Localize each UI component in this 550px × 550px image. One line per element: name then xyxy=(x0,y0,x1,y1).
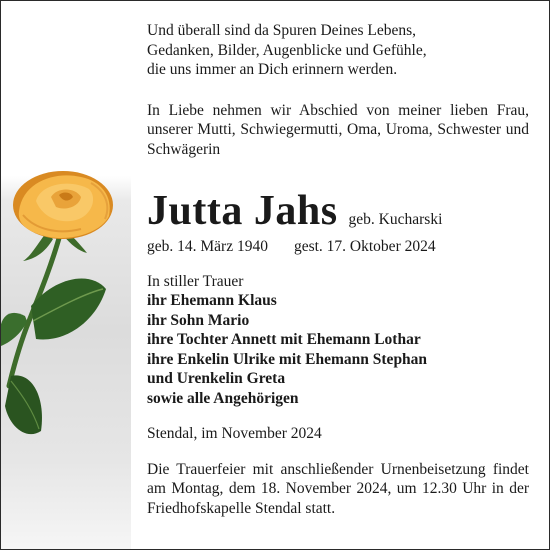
birth-date: geb. 14. März 1940 xyxy=(147,238,268,255)
mourner-line: und Urenkelin Greta xyxy=(147,370,286,387)
death-date: gest. 17. Oktober 2024 xyxy=(293,238,436,255)
mourner-line: ihre Enkelin Ulrike mit Ehemann Stephan xyxy=(147,350,428,368)
maiden-name: geb. Kucharski xyxy=(348,211,443,228)
verse-line: die uns immer an Dich erinnern werden. xyxy=(147,61,398,78)
funeral-notice: Die Trauerfeier mit anschließender Urnenbeisetzung findet am Montag, dem 18. November 2024, um 12.30 Uhr in der Friedhofskapelle Stendal statt. xyxy=(147,460,529,517)
place-and-date: Stendal, im November 2024 xyxy=(147,425,322,442)
mourners-list xyxy=(147,272,529,409)
yellow-rose-image xyxy=(1,171,131,471)
decorative-side-panel xyxy=(1,1,131,550)
deceased-name: Jutta Jahs xyxy=(147,188,338,234)
life-dates xyxy=(147,237,529,257)
farewell-intro: In Liebe nehmen wir Abschied von meiner lieben Frau, unserer Mutti, Schwiegermutti, Oma, Uroma, Schwester und Schwägerin xyxy=(147,101,529,158)
memorial-verse xyxy=(147,21,529,80)
verse-line: Gedanken, Bilder, Augenblicke und Gefühle, xyxy=(147,41,427,59)
notice-text xyxy=(147,21,529,518)
mourner-line: ihre Tochter Annett mit Ehemann Lothar xyxy=(147,331,421,348)
verse-line: Und überall sind da Spuren Deines Lebens, xyxy=(147,22,417,39)
mourner-line: ihr Ehemann Klaus xyxy=(147,292,277,309)
mourners-heading: In stiller Trauer xyxy=(147,272,244,290)
mourner-line: sowie alle Angehörigen xyxy=(147,389,299,407)
mourner-line: ihr Sohn Mario xyxy=(147,311,250,329)
deceased-name-row xyxy=(147,189,529,233)
